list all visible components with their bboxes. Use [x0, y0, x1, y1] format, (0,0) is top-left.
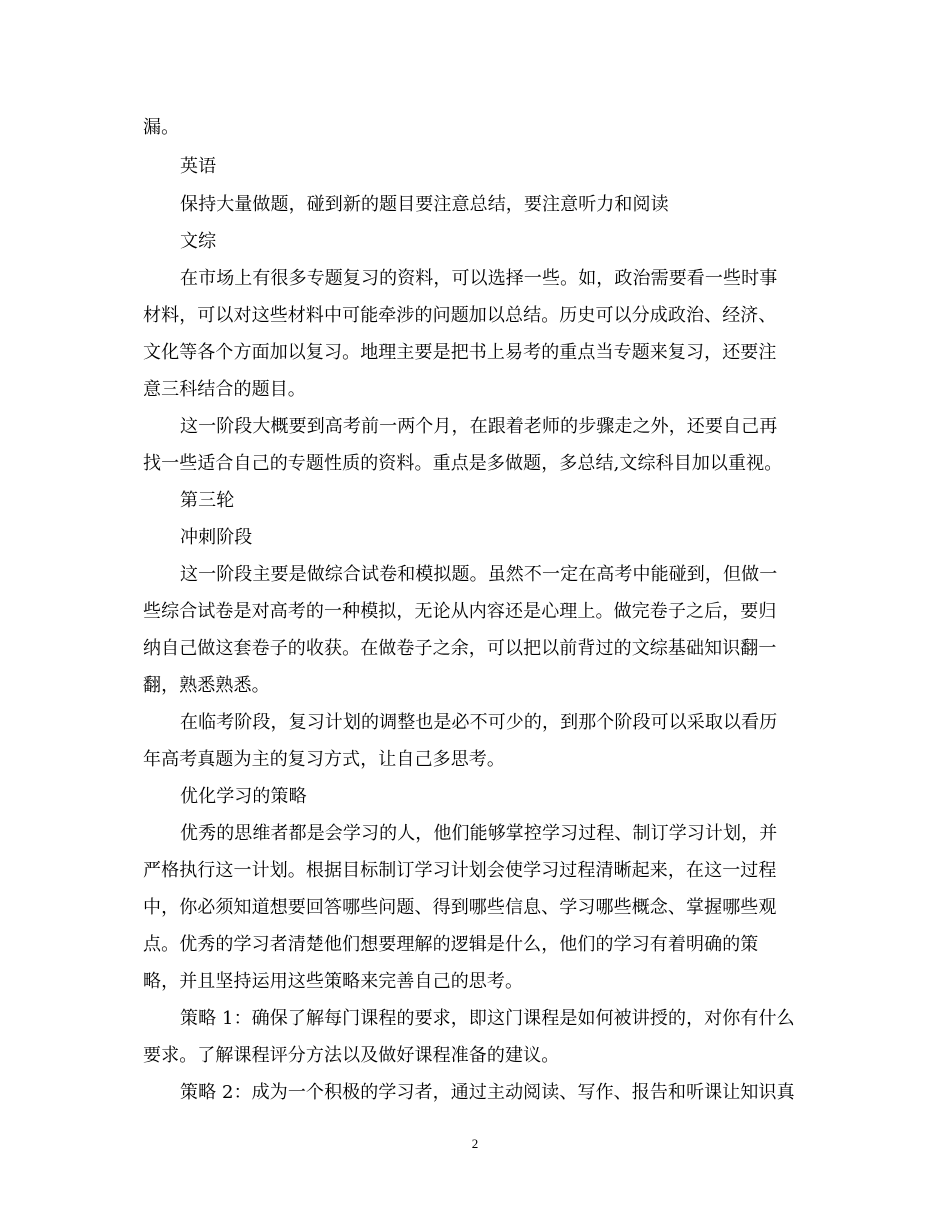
body-text-line: 意三科结合的题目。	[143, 379, 306, 400]
body-text-line: 翻，熟悉熟悉。	[143, 675, 270, 696]
body-text-line: 优秀的思维者都是会学习的人，他们能够掌控学习过程、制订学习计划，并	[180, 823, 778, 844]
body-text-line: 这一阶段主要是做综合试卷和模拟题。虽然不一定在高考中能碰到，但做一	[180, 564, 778, 585]
body-text-line: 纳自己做这套卷子的收获。在做卷子之余，可以把以前背过的文综基础知识翻一	[143, 638, 777, 659]
body-text-line: 策略 2：成为一个积极的学习者，通过主动阅读、写作、报告和听课让知识真	[180, 1082, 795, 1103]
section-heading-round-three: 第三轮	[180, 490, 235, 511]
body-text-line: 在临考阶段，复习计划的调整也是必不可少的，到那个阶段可以采取以看历	[180, 712, 778, 733]
body-text-line: 年高考真题为主的复习方式，让自己多思考。	[143, 749, 505, 770]
body-text-line: 要求。了解课程评分方法以及做好课程准备的建议。	[143, 1045, 560, 1066]
body-text-line: 找一些适合自己的专题性质的资料。重点是多做题，多总结,文综科目加以重视。	[143, 453, 783, 474]
section-heading-strategy: 优化学习的策略	[180, 786, 307, 807]
body-text-line: 保持大量做题，碰到新的题目要注意总结，要注意听力和阅读	[180, 194, 669, 215]
section-heading-humanities: 文综	[180, 231, 217, 252]
body-text-line: 漏。	[143, 117, 180, 138]
section-heading-sprint: 冲刺阶段	[180, 527, 253, 548]
body-text-line: 中，你必须知道想要回答哪些问题、得到哪些信息、学习哪些概念、掌握哪些观	[143, 897, 777, 918]
body-text-line: 严格执行这一计划。根据目标制订学习计划会使学习过程清晰起来，在这一过程	[143, 860, 777, 881]
body-text-line: 在市场上有很多专题复习的资料，可以选择一些。如，政治需要看一些时事	[180, 268, 778, 289]
body-text-line: 这一阶段大概要到高考前一两个月，在跟着老师的步骤走之外，还要自己再	[180, 416, 778, 437]
section-heading-english: 英语	[180, 156, 217, 177]
body-text-line: 略，并且坚持运用这些策略来完善自己的思考。	[143, 971, 524, 992]
page-number: 2	[471, 1136, 479, 1151]
body-text-line: 点。优秀的学习者清楚他们想要理解的逻辑是什么，他们的学习有着明确的策	[143, 934, 759, 955]
body-text-line: 材料，可以对这些材料中可能牵涉的问题加以总结。历史可以分成政治、经济、	[143, 305, 777, 326]
body-text-line: 些综合试卷是对高考的一种模拟，无论从内容还是心理上。做完卷子之后，要归	[143, 601, 777, 622]
body-text-line: 文化等各个方面加以复习。地理主要是把书上易考的重点当专题来复习，还要注	[143, 342, 777, 363]
body-text-line: 策略 1：确保了解每门课程的要求，即这门课程是如何被讲授的，对你有什么	[180, 1008, 795, 1029]
